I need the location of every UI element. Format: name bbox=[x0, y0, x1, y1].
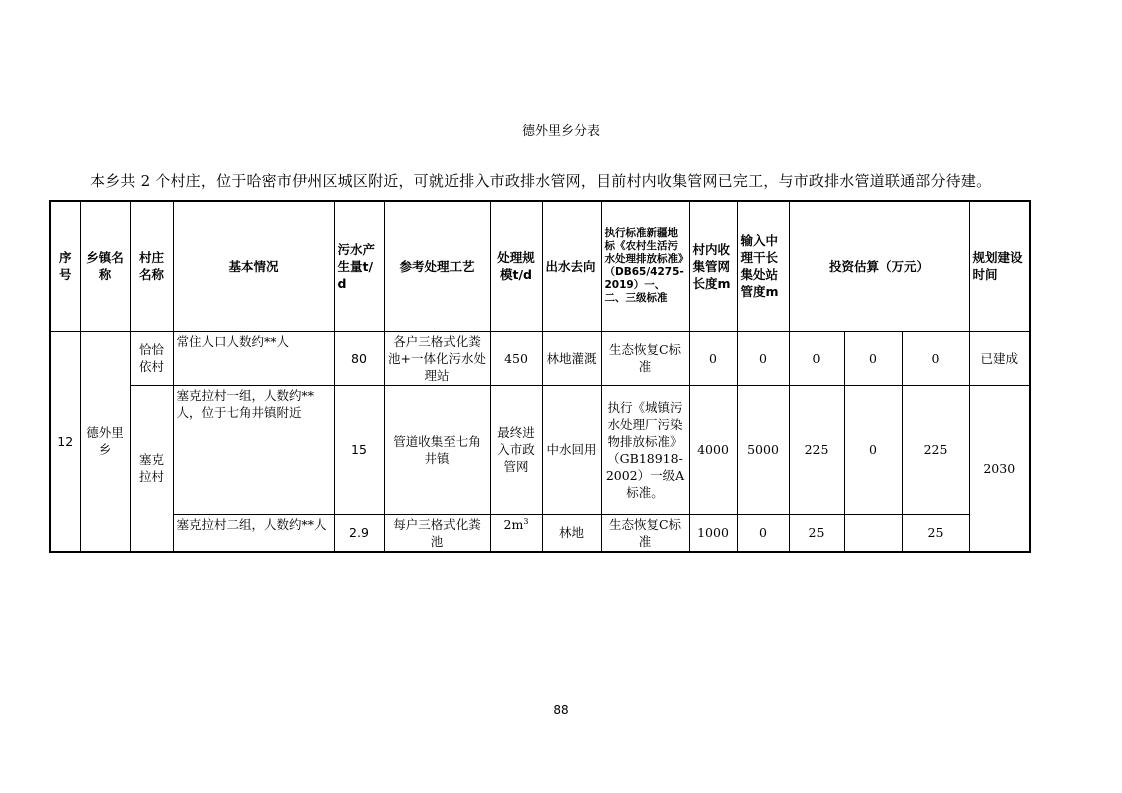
page-number: 88 bbox=[553, 703, 569, 717]
sewage-plan-table bbox=[49, 200, 1031, 553]
scale-value: 2m bbox=[503, 516, 524, 532]
cell-trunk: 0 bbox=[737, 514, 789, 552]
cell-invest-3: 25 bbox=[902, 514, 969, 552]
cell-scale: 最终进入市政管网 bbox=[490, 385, 542, 514]
cell-sewage: 80 bbox=[334, 331, 384, 385]
table-row bbox=[50, 331, 1030, 385]
cell-village: 恰恰依村 bbox=[130, 331, 173, 385]
cell-trunk: 5000 bbox=[737, 385, 789, 514]
cell-invest-2: 0 bbox=[844, 385, 902, 514]
cell-standard: 生态恢复C标准 bbox=[601, 331, 689, 385]
cell-collect: 0 bbox=[689, 331, 737, 385]
cell-invest-1: 25 bbox=[789, 514, 844, 552]
document-title: 德外里乡分表 bbox=[521, 124, 600, 139]
header-standard: 执行标准新疆地标《农村生活污水处理排放标准》（DB65/4275-2019）一、二、三级标准 bbox=[601, 201, 689, 331]
cell-outlet: 林地 bbox=[542, 514, 601, 552]
header-time: 规划建设时间 bbox=[969, 201, 1030, 331]
cell-sewage: 2.9 bbox=[334, 514, 384, 552]
cell-sewage: 15 bbox=[334, 385, 384, 514]
cell-trunk: 0 bbox=[737, 331, 789, 385]
cell-scale bbox=[490, 514, 542, 552]
cell-basic: 常住人口人数约**人 bbox=[173, 331, 334, 385]
cell-invest-2 bbox=[844, 514, 902, 552]
cell-outlet: 中水回用 bbox=[542, 385, 601, 514]
cell-seq: 12 bbox=[50, 331, 80, 552]
header-sewage: 污水产生量t/d bbox=[334, 201, 384, 331]
cell-collect: 1000 bbox=[689, 514, 737, 552]
cell-basic: 塞克拉村一组，人数约**人，位于七角井镇附近 bbox=[173, 385, 334, 514]
header-process: 参考处理工艺 bbox=[384, 201, 490, 331]
cell-invest-3: 0 bbox=[902, 331, 969, 385]
cell-standard: 生态恢复C标准 bbox=[601, 514, 689, 552]
cell-town: 德外里乡 bbox=[80, 331, 130, 552]
cell-village: 塞克拉村 bbox=[130, 385, 173, 552]
cell-time: 2030 bbox=[969, 385, 1030, 552]
cell-invest-1: 225 bbox=[789, 385, 844, 514]
header-town: 乡镇名称 bbox=[80, 201, 130, 331]
cell-invest-3: 225 bbox=[902, 385, 969, 514]
cell-invest-2: 0 bbox=[844, 331, 902, 385]
scale-unit-superscript: 3 bbox=[523, 516, 529, 526]
table-row bbox=[50, 385, 1030, 514]
cell-process: 管道收集至七角井镇 bbox=[384, 385, 490, 514]
header-invest: 投资估算（万元） bbox=[789, 201, 969, 331]
cell-process: 每户三格式化粪池 bbox=[384, 514, 490, 552]
header-village: 村庄名称 bbox=[130, 201, 173, 331]
cell-standard: 执行《城镇污水处理厂污染物排放标准》（GB18918-2002）一级A标准。 bbox=[601, 385, 689, 514]
header-collect: 村内收集管网长度m bbox=[689, 201, 737, 331]
cell-outlet: 林地灌溉 bbox=[542, 331, 601, 385]
header-scale: 处理规模t/d bbox=[490, 201, 542, 331]
cell-collect: 4000 bbox=[689, 385, 737, 514]
header-row bbox=[50, 201, 1030, 331]
cell-process: 各户三格式化粪池+一体化污水处理站 bbox=[384, 331, 490, 385]
header-seq: 序号 bbox=[50, 201, 80, 331]
header-outlet: 出水去向 bbox=[542, 201, 601, 331]
cell-invest-1: 0 bbox=[789, 331, 844, 385]
intro-paragraph: 本乡共 2 个村庄，位于哈密市伊州区城区附近，可就近排入市政排水管网，目前村内收集管网已完工，与市政排水管道联通部分待建。 bbox=[90, 172, 992, 190]
header-basic: 基本情况 bbox=[173, 201, 334, 331]
cell-basic: 塞克拉村二组，人数约**人 bbox=[173, 514, 334, 552]
header-trunk: 输入中理干长集处站管度m bbox=[737, 201, 789, 331]
cell-time: 已建成 bbox=[969, 331, 1030, 385]
table-row bbox=[50, 514, 1030, 552]
cell-scale: 450 bbox=[490, 331, 542, 385]
